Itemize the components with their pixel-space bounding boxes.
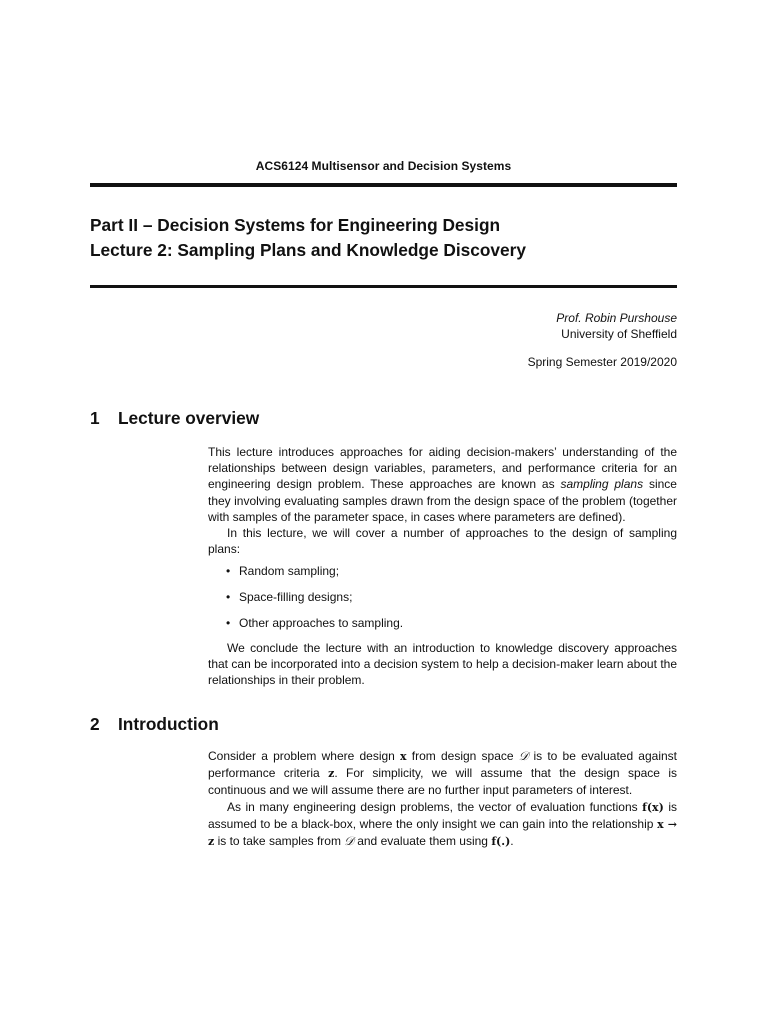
author-affiliation: University of Sheffield [561, 327, 677, 341]
intro-p2-text-cont: is to take samples from [214, 834, 345, 849]
overview-p1-text-cont: since they involving evaluating samples drawn from the design space of the problem (together with samples of the parameter space, in cases where parameters are defined). [208, 477, 677, 524]
math-symbol-z: z [328, 767, 335, 781]
overview-p1-text: This lecture introduces approaches for aiding decision-makers’ understanding of the relationships between design variables, parameters, and performance criteria for an engineering design problem. These approaches are known as [208, 445, 677, 492]
course-header: ACS6124 Multisensor and Decision Systems [255, 159, 512, 173]
intro-p2-text: As in many engineering design problems, the vector of evaluation functions [227, 799, 643, 814]
intro-p1-text-cont: is to be evaluated against performance criteria [208, 749, 678, 781]
bullet-icon: • [226, 564, 231, 578]
title-rule [90, 285, 677, 288]
list-item-text: Random sampling; [239, 564, 340, 578]
section-title: Lecture overview [118, 408, 260, 428]
overview-paragraph-3: We conclude the lecture with an introduction to knowledge discovery approaches that can be incorporated into a decision system to help a decision-maker learn about the relationships in their problem. [208, 641, 677, 688]
math-symbol-design-space: 𝒟 [518, 749, 529, 763]
overview-paragraph-2: In this lecture, we will cover a number of approaches to the design of sampling plans: [208, 526, 677, 557]
overview-paragraph-1 [208, 444, 677, 525]
section-number: 1 [90, 408, 100, 428]
list-item-text: Other approaches to sampling. [239, 616, 404, 630]
introduction-paragraph-2 [208, 799, 677, 851]
list-item [226, 590, 352, 604]
section-title: Introduction [118, 714, 219, 734]
section-number: 2 [90, 714, 100, 734]
list-item-text: Space-filling designs; [239, 590, 353, 604]
bullet-icon: • [226, 616, 231, 630]
section-heading-introduction [90, 714, 219, 735]
overview-conclusion [208, 640, 677, 689]
introduction-paragraph-1 [208, 748, 677, 799]
overview-p1-emphasis: sampling plans [560, 477, 644, 492]
intro-p1-text-cont: . For simplicity, we will assume that the design space is continuous and we will assume there are no further input parameters of interest. [208, 766, 677, 798]
semester: Spring Semester 2019/2020 [527, 355, 677, 369]
intro-p2-text-cont: and evaluate them using [353, 834, 492, 849]
introduction-text [208, 748, 677, 850]
title-block [90, 213, 677, 263]
list-item [226, 616, 403, 630]
author-block [556, 310, 677, 342]
math-evaluation-function: f(x) [642, 800, 664, 814]
intro-p2-text-cont: is assumed to be a black-box, where the only insight we can gain into the relationship [208, 799, 677, 831]
title-part: Part II – Decision Systems for Engineering Design [90, 215, 501, 235]
list-item [226, 564, 339, 578]
overview-text [208, 444, 677, 557]
math-function-f: f(.) [491, 835, 511, 849]
top-rule [90, 183, 677, 187]
intro-p1-text: Consider a problem where design [208, 749, 401, 763]
math-mapping: x → z [208, 817, 678, 849]
intro-p1-text-cont: from design space [406, 749, 519, 763]
author-name: Prof. Robin Purshouse [556, 311, 677, 325]
bullet-icon: • [226, 590, 231, 604]
math-symbol-design-space: 𝒟 [344, 834, 354, 849]
section-heading-overview [90, 408, 259, 429]
intro-p2-text-end: . [510, 834, 514, 849]
math-symbol-x: x [400, 750, 407, 763]
title-lecture: Lecture 2: Sampling Plans and Knowledge Discovery [90, 240, 526, 260]
